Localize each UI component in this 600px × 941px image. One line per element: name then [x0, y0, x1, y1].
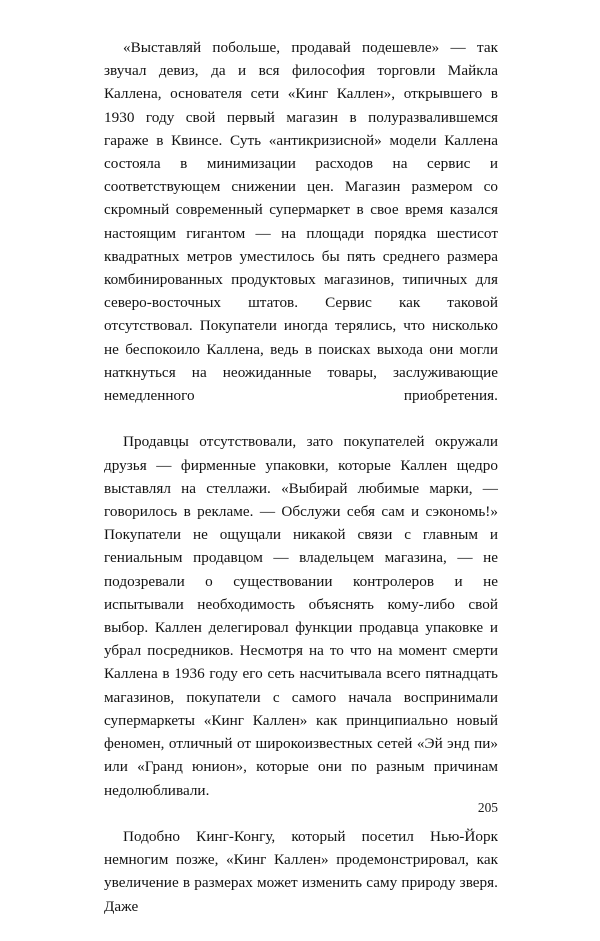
paragraph-3: Подобно Кинг-Конгу, который посетил Нью-Йорк немногим позже, «Кинг Каллен» продемонстрировал, как увеличение в размерах может изменить саму природу зверя. Даже	[104, 827, 498, 915]
paragraph-1: «Выставляй побольше, продавай подешевле» — так звучал девиз, да и вся философия торговли Майкла Каллена, основателя сети «Кинг Каллен», открывшего в 1930 году свой первый магазин в полуразвалившемся гараже в Квинсе. Суть «антикризисной» модели Каллена состояла в минимизации расходов на сервис и соответствующем снижении цен. Магазин размером со скромный современный супермаркет в свое время казался настоящим гигантом — на площади порядка шестисот квадратных метров уместилось бы пять среднего размера комбинированных продуктовых магазинов, типичных для северо-восточных штатов. Сервис как таковой отсутствовал. Покупатели иногда терялись, что нисколько не беспокоило Каллена, ведь в поисках выхода они могли наткнуться на неожиданные товары, заслуживающие немедленного приобретения.	[104, 39, 498, 405]
paragraph-2: Продавцы отсутствовали, зато покупателей окружали друзья — фирменные упаковки, которые Каллен щедро выставлял на стеллажи. «Выбирай любимые марки, — говорилось в рекламе. — Обслужи себя сам и сэкономь!» Покупатели не ощущали никакой связи с главным и гениальным продавцом — владельцем магазина, — не подозревали о существовании контролеров и не испытывали необходимость объяснять кому-либо свой выбор. Каллен делегировал функции продавца упаковке и убрал посредников. Несмотря на то что на момент смерти Каллена в 1936 году его сеть насчитывала всего пятнадцать магазинов, покупатели с самого начала воспринимали супермаркеты «Кинг Каллен» как принципиально новый феномен, отличный от широкоизвестных сетей «Эй энд пи» или «Гранд юнион», которые они по разным причинам недолюбливали.	[104, 433, 498, 799]
page-number: 205	[477, 800, 498, 815]
